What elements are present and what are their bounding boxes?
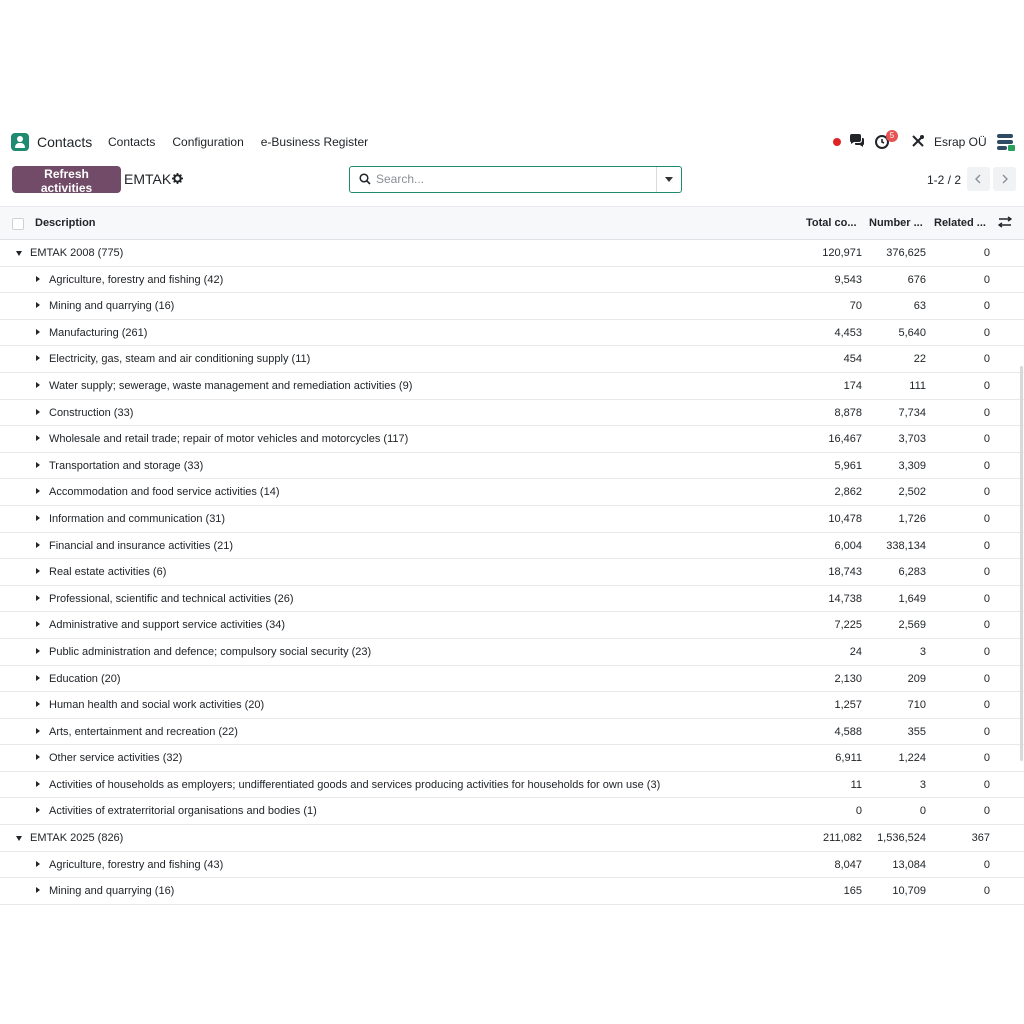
cell-number: 3 (919, 778, 926, 791)
cell-related: 0 (983, 672, 990, 685)
cell-related: 0 (983, 273, 990, 286)
cell-total: 16,467 (828, 433, 862, 446)
cell-number: 3 (919, 645, 926, 658)
caret-right-icon (36, 515, 40, 521)
cell-number: 676 (907, 273, 926, 286)
table-row[interactable] (0, 719, 1024, 746)
cell-related: 0 (983, 778, 990, 791)
chevron-right-icon (993, 167, 1016, 191)
contacts-app-icon (11, 133, 29, 151)
cell-related: 0 (983, 433, 990, 446)
caret-down-icon (16, 251, 22, 256)
gear-icon[interactable] (172, 173, 183, 184)
cell-number: 6,283 (898, 566, 926, 579)
caret-right-icon (36, 648, 40, 654)
activity-count-badge: 5 (886, 130, 898, 142)
caret-right-icon (36, 701, 40, 707)
cell-total: 70 (849, 300, 862, 313)
search-options-dropdown-icon[interactable] (656, 167, 681, 192)
cell-total: 4,588 (834, 725, 862, 738)
row-label: Wholesale and retail trade; repair of motor vehicles and motorcycles (117) (49, 433, 409, 446)
caret-down-icon (16, 836, 22, 841)
cell-total: 11 (850, 778, 862, 791)
table-row[interactable] (0, 346, 1024, 373)
row-label: Education (20) (49, 672, 121, 685)
cell-related: 0 (983, 566, 990, 579)
row-label: Transportation and storage (33) (49, 459, 204, 472)
table-row[interactable] (0, 293, 1024, 320)
row-label: Administrative and support service activities (34) (49, 619, 285, 632)
cell-related: 0 (983, 353, 990, 366)
cell-number: 10,709 (892, 885, 926, 898)
caret-right-icon (36, 435, 40, 441)
caret-right-icon (36, 382, 40, 388)
cell-number: 13,084 (892, 858, 926, 871)
caret-right-icon (36, 488, 40, 494)
cell-related: 0 (983, 379, 990, 392)
row-label: Financial and insurance activities (21) (49, 539, 234, 552)
cell-number: 355 (907, 725, 926, 738)
cell-related: 0 (983, 247, 990, 259)
caret-right-icon (36, 568, 40, 574)
table-row[interactable] (0, 373, 1024, 400)
cell-number: 3,309 (898, 459, 926, 472)
cell-total: 6,004 (834, 539, 862, 552)
cell-total: 9,543 (834, 273, 862, 286)
table-row[interactable] (0, 745, 1024, 772)
caret-right-icon (36, 728, 40, 734)
cell-related: 0 (983, 645, 990, 658)
caret-right-icon (36, 542, 40, 548)
table-row[interactable] (0, 533, 1024, 560)
cell-total: 0 (855, 805, 862, 818)
cell-related: 0 (983, 300, 990, 313)
caret-right-icon (36, 329, 40, 335)
cell-total: 24 (849, 645, 862, 658)
search-icon (359, 173, 371, 185)
table-row[interactable] (0, 320, 1024, 347)
pager-value[interactable]: 1-2 / 2 (927, 173, 962, 187)
cell-related: 0 (983, 406, 990, 419)
row-label: Manufacturing (261) (49, 326, 148, 339)
row-label: Information and communication (31) (49, 512, 226, 525)
column-header-number[interactable]: Number ... (869, 217, 923, 229)
cell-total: 2,130 (834, 672, 862, 685)
row-label: Agriculture, forestry and fishing (42) (49, 273, 224, 286)
cell-related: 0 (983, 885, 990, 898)
cell-related: 367 (971, 832, 990, 845)
cell-total: 8,047 (834, 858, 862, 871)
cell-number: 1,536,524 (877, 832, 926, 845)
cell-total: 454 (843, 353, 862, 366)
row-label: Activities of households as employers; undifferentiated goods and services producing activities for households for own use (3) (49, 778, 661, 791)
column-header-description[interactable]: Description (35, 217, 96, 229)
pager-previous-button[interactable] (967, 167, 990, 191)
cell-number: 338,134 (886, 539, 926, 552)
search-bar (349, 166, 682, 193)
page-title: EMTAK (124, 171, 172, 187)
cell-number: 22 (913, 353, 926, 366)
menu-item-contacts[interactable]: Contacts (108, 135, 156, 149)
chevron-left-icon (967, 167, 990, 191)
app-name: Contacts (37, 134, 93, 150)
row-label: Construction (33) (49, 406, 134, 419)
row-label: EMTAK 2008 (775) (30, 247, 124, 259)
row-label: Other service activities (32) (49, 752, 183, 765)
cell-total: 120,971 (822, 247, 862, 259)
menu-item-ebusiness-register[interactable]: e-Business Register (260, 135, 369, 149)
cell-related: 0 (983, 752, 990, 765)
group-row[interactable] (0, 825, 1024, 852)
row-label: EMTAK 2025 (826) (30, 832, 124, 845)
cell-number: 1,224 (898, 752, 926, 765)
app-window (0, 128, 1024, 898)
cell-related: 0 (983, 619, 990, 632)
cell-number: 710 (907, 699, 926, 712)
column-header-related[interactable]: Related ... (934, 217, 986, 229)
cell-number: 5,640 (898, 326, 926, 339)
cell-number: 376,625 (886, 247, 926, 259)
cell-related: 0 (983, 858, 990, 871)
row-label: Accommodation and food service activities (14) (49, 486, 280, 499)
table-row[interactable] (0, 878, 1024, 905)
table-row[interactable] (0, 798, 1024, 825)
column-header-total[interactable]: Total co... (806, 217, 857, 229)
vertical-scrollbar[interactable] (1020, 366, 1023, 761)
cell-total: 8,878 (834, 406, 862, 419)
row-label: Professional, scientific and technical activities (26) (49, 592, 294, 605)
cell-total: 165 (843, 885, 862, 898)
cell-total: 5,961 (834, 459, 862, 472)
table-row[interactable] (0, 559, 1024, 586)
cell-number: 63 (913, 300, 926, 313)
table-row[interactable] (0, 586, 1024, 613)
caret-right-icon (36, 409, 40, 415)
table-body (0, 240, 1024, 905)
cell-number: 7,734 (898, 406, 926, 419)
table-row[interactable] (0, 772, 1024, 799)
pager-next-button[interactable] (993, 167, 1016, 191)
cell-total: 14,738 (828, 592, 862, 605)
caret-right-icon (36, 754, 40, 760)
recording-indicator-icon[interactable] (833, 138, 841, 146)
cell-related: 0 (983, 326, 990, 339)
company-switcher[interactable]: Esrap OÜ (934, 135, 987, 149)
table-row[interactable] (0, 453, 1024, 480)
table-row[interactable] (0, 612, 1024, 639)
cell-number: 2,569 (898, 619, 926, 632)
table-row[interactable] (0, 506, 1024, 533)
cell-number: 2,502 (898, 486, 926, 499)
cell-related: 0 (983, 539, 990, 552)
cell-related: 0 (983, 459, 990, 472)
chat-icon[interactable] (849, 134, 865, 148)
user-avatar[interactable] (996, 132, 1016, 152)
list-table (0, 206, 1024, 905)
search-input[interactable] (376, 171, 646, 187)
caret-right-icon (36, 807, 40, 813)
row-label: Electricity, gas, steam and air conditioning supply (11) (49, 353, 311, 366)
cell-total: 6,911 (835, 752, 862, 765)
cell-total: 7,225 (834, 619, 862, 632)
cell-related: 0 (983, 805, 990, 818)
table-row[interactable] (0, 426, 1024, 453)
caret-right-icon (36, 462, 40, 468)
row-label: Real estate activities (6) (49, 566, 167, 579)
cell-related: 0 (983, 725, 990, 738)
app-brand[interactable] (11, 133, 92, 151)
cell-number: 3,703 (898, 433, 926, 446)
cell-number: 209 (907, 672, 926, 685)
caret-right-icon (36, 355, 40, 361)
cell-total: 4,453 (834, 326, 862, 339)
table-header (0, 206, 1024, 240)
tools-icon[interactable] (911, 134, 925, 148)
caret-right-icon (36, 276, 40, 282)
caret-right-icon (36, 595, 40, 601)
table-row[interactable] (0, 267, 1024, 294)
cell-total: 211,082 (823, 832, 862, 845)
table-row[interactable] (0, 666, 1024, 693)
caret-right-icon (36, 621, 40, 627)
caret-right-icon (36, 675, 40, 681)
select-all-checkbox[interactable] (12, 218, 24, 230)
row-label: Human health and social work activities (20) (49, 699, 265, 712)
table-row[interactable] (0, 479, 1024, 506)
cell-total: 2,862 (834, 486, 862, 499)
cell-related: 0 (983, 592, 990, 605)
group-row[interactable] (0, 240, 1024, 267)
menu-item-configuration[interactable]: Configuration (172, 135, 244, 149)
cell-total: 18,743 (828, 566, 862, 579)
row-label: Water supply; sewerage, waste management and remediation activities (9) (49, 379, 413, 392)
cell-number: 1,726 (898, 512, 926, 525)
table-row[interactable] (0, 692, 1024, 719)
refresh-activities-button[interactable]: Refresh activities (12, 166, 121, 193)
row-label: Mining and quarrying (16) (49, 885, 175, 898)
optional-columns-icon[interactable] (998, 216, 1012, 228)
cell-total: 1,257 (834, 699, 862, 712)
cell-total: 10,478 (828, 512, 862, 525)
main-menu (108, 135, 385, 149)
row-label: Mining and quarrying (16) (49, 300, 175, 313)
row-label: Activities of extraterritorial organisations and bodies (1) (49, 805, 317, 818)
row-label: Agriculture, forestry and fishing (43) (49, 858, 224, 871)
caret-right-icon (36, 302, 40, 308)
table-row[interactable] (0, 400, 1024, 427)
cell-related: 0 (983, 699, 990, 712)
top-navbar (0, 128, 1024, 156)
row-label: Arts, entertainment and recreation (22) (49, 725, 238, 738)
caret-right-icon (36, 887, 40, 893)
cell-total: 174 (843, 379, 862, 392)
cell-number: 1,649 (898, 592, 926, 605)
cell-number: 0 (919, 805, 926, 818)
cell-number: 111 (909, 379, 926, 392)
table-row[interactable] (0, 639, 1024, 666)
cell-related: 0 (983, 486, 990, 499)
caret-right-icon (36, 861, 40, 867)
control-panel (0, 166, 1024, 196)
table-row[interactable] (0, 852, 1024, 879)
cell-related: 0 (983, 512, 990, 525)
caret-right-icon (36, 781, 40, 787)
row-label: Public administration and defence; compulsory social security (23) (49, 645, 372, 658)
